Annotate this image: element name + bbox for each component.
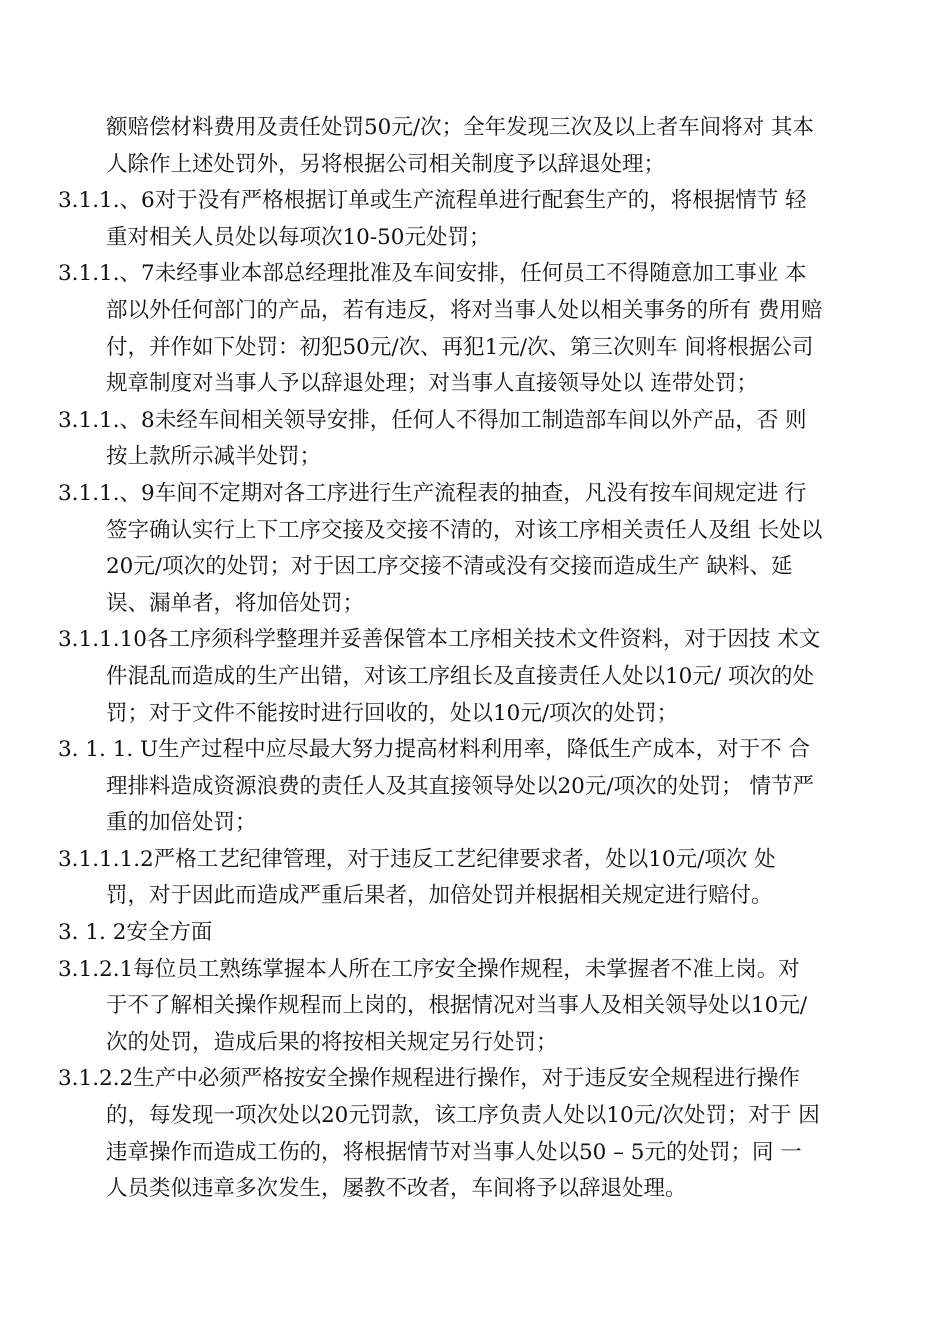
document-body <box>58 110 898 1208</box>
line: 3.1.1.10各工序须科学整理并妥善保管本工序相关技术文件资料，对于因技 术文 <box>58 627 821 653</box>
line: 误、漏单者，将加倍处罚； <box>106 590 365 616</box>
line: 3. 1. 2安全方面 <box>58 920 213 946</box>
paragraph-3-1-2-1 <box>58 952 898 1062</box>
paragraph-3-1-1-8 <box>58 403 898 476</box>
line: 的，每发现一项次处以20元罚款，该工序负责人处以10元/次处罚；对于 因 <box>106 1103 820 1129</box>
paragraph-continued <box>58 110 898 183</box>
line: 付，并作如下处罚：初犯50元/次、再犯1元/次、第三次则车 间将根据公司 <box>106 334 814 360</box>
paragraph-3-1-1-7 <box>58 256 898 402</box>
line: 部以外任何部门的产品，若有违反，将对当事人处以相关事务的所有 费用赔 <box>106 297 823 323</box>
line: 3.1.1.、9车间不定期对各工序进行生产流程表的抽查，凡没有按车间规定进 行 <box>58 480 807 506</box>
line: 额赔偿材料费用及责任处罚50元/次；全年发现三次及以上者车间将对 其本 <box>106 115 814 140</box>
line: 于不了解相关操作规程而上岗的，根据情况对当事人及相关领导处以10元/ <box>106 993 808 1019</box>
line: 次的处罚，造成后果的将按相关规定另行处罚； <box>106 1029 558 1055</box>
line: 违章操作而造成工伤的，将根据情节对当事人处以50 – 5元的处罚；同 一 <box>106 1139 802 1165</box>
line: 重的加倍处罚； <box>106 810 257 836</box>
line: 按上款所示减半处罚； <box>106 444 322 470</box>
line: 罚，对于因此而造成严重后果者，加倍处罚并根据相关规定进行赔付。 <box>106 883 773 909</box>
paragraph-3-1-2-2 <box>58 1061 898 1207</box>
paragraph-3-1-1-1-2 <box>58 842 898 915</box>
paragraph-3-1-1-9 <box>58 476 898 622</box>
line: 人员类似违章多次发生，屡教不改者，车间将予以辞退处理。 <box>106 1176 687 1202</box>
line: 3.1.1.、6对于没有严格根据订单或生产流程单进行配套生产的，将根据情节 轻 <box>58 188 807 214</box>
line: 3.1.2.1每位员工熟练掌握本人所在工序安全操作规程，未掌握者不准上岗。对 <box>58 956 800 982</box>
line: 3. 1. 1. U生产过程中应尽最大努力提高材料利用率，降低生产成本，对于不 合 <box>58 737 810 763</box>
line: 规章制度对当事人予以辞退处理；对当事人直接领导处以 连带处罚； <box>106 371 758 397</box>
line: 签字确认实行上下工序交接及交接不清的，对该工序相关责任人及组 长处以 <box>106 517 823 543</box>
line: 罚；对于文件不能按时进行回收的，处以10元/项次的处罚； <box>106 700 679 726</box>
line: 20元/项次的处罚；对于因工序交接不清或没有交接而造成生产 缺料、延 <box>106 554 793 580</box>
line: 3.1.1.、7未经事业本部总经理批准及车间安排，任何员工不得随意加工事业 本 <box>58 261 807 287</box>
line: 人除作上述处罚外，另将根据公司相关制度予以辞退处理； <box>106 151 666 177</box>
line: 件混乱而造成的生产出错，对该工序组长及直接责任人处以10元/ 项次的处 <box>106 663 814 689</box>
paragraph-3-1-1-6 <box>58 183 898 256</box>
line: 3.1.1.1.2严格工艺纪律管理，对于违反工艺纪律要求者，处以10元/项次 处 <box>58 846 776 872</box>
line: 理排料造成资源浪费的责任人及其直接领导处以20元/项次的处罚； 情节严 <box>106 773 814 799</box>
paragraph-3-1-1-10 <box>58 622 898 732</box>
paragraph-3-1-1-u <box>58 732 898 842</box>
line: 3.1.2.2生产中必须严格按安全操作规程进行操作，对于违反安全规程进行操作 <box>58 1066 800 1092</box>
section-heading-3-1-2 <box>58 915 898 952</box>
line: 3.1.1.、8未经车间相关领导安排，任何人不得加工制造部车间以外产品，否 则 <box>58 407 807 433</box>
line: 重对相关人员处以每项次10-50元处罚； <box>106 224 491 250</box>
